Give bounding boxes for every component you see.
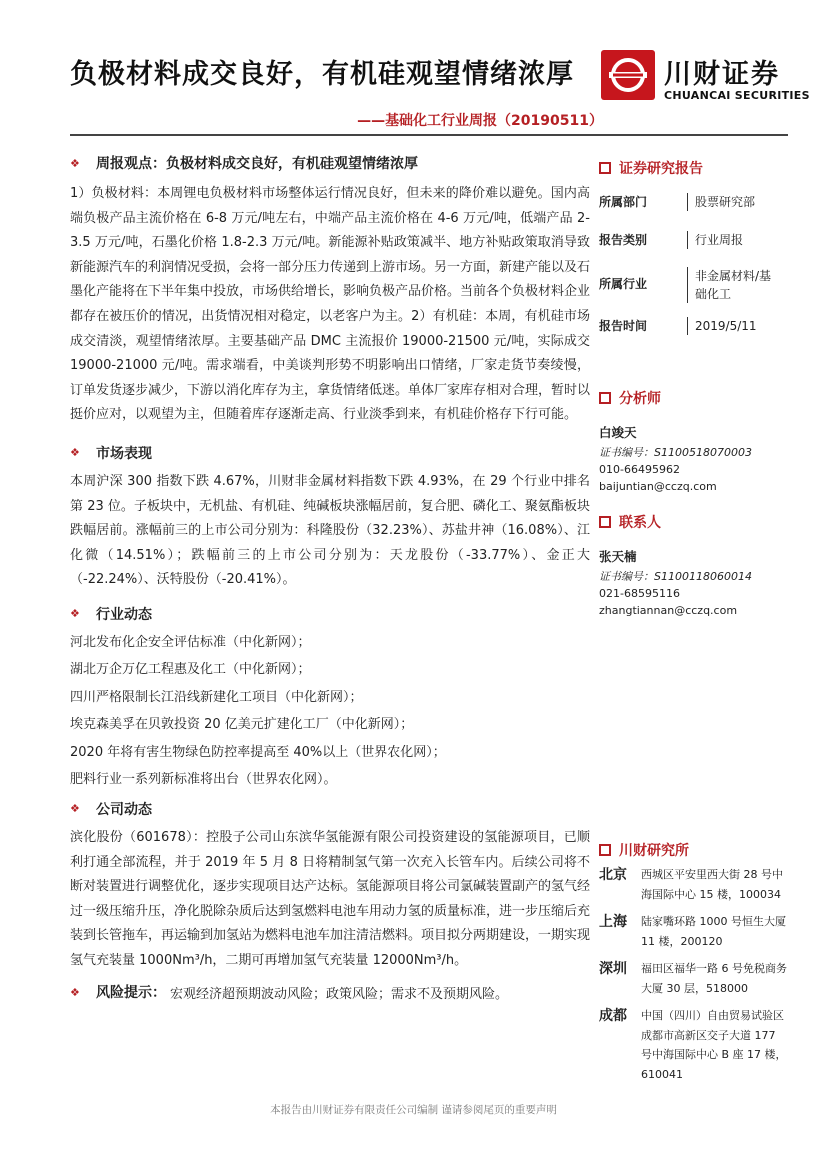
logo-text-cn: 川财证券	[664, 59, 780, 90]
square-bullet-icon	[599, 392, 611, 404]
info-key: 所属行业	[599, 277, 648, 291]
square-bullet-icon	[599, 516, 611, 528]
section-title: 市场表现	[96, 445, 152, 462]
section-title: 行业动态	[96, 606, 152, 623]
list-item: 四川严格限制长江沿线新建化工项目（中化新网）；	[70, 689, 363, 705]
section-risk-heading	[70, 979, 590, 1005]
info-value: 行业周报	[687, 231, 785, 249]
analyst-phone: 010-66495962	[599, 463, 680, 476]
list-item: 河北发布化企安全评估标准（中化新网）；	[70, 634, 311, 650]
info-row-category	[599, 231, 789, 249]
section-industry-heading	[70, 601, 590, 627]
address-text: 西城区平安里西大街 28 号中海国际中心 15 楼，100034	[641, 868, 783, 901]
info-value: 2019/5/11	[687, 317, 785, 335]
sidebar-heading-institute	[599, 837, 789, 863]
list-item: 肥料行业一系列新标准将出台（世界农化网）。	[70, 772, 337, 788]
diamond-bullet-icon: ❖	[70, 607, 80, 621]
industry-news-list	[70, 629, 590, 794]
section-market-heading	[70, 440, 590, 466]
sidebar-heading-contact	[599, 509, 789, 535]
diamond-bullet-icon: ❖	[70, 802, 80, 816]
chuancai-logo-icon	[601, 50, 655, 100]
sidebar-heading-text: 联系人	[619, 515, 661, 531]
list-item: 埃克森美孚在贝敦投资 20 亿美元扩建化工厂（中化新网）；	[70, 717, 414, 733]
contact-name: 张天楠	[599, 549, 637, 564]
contact-cert: 证书编号：S1100118060014	[599, 570, 752, 583]
risk-text: 宏观经济超预期波动风险；政策风险；需求不及预期风险。	[170, 986, 509, 1002]
address-text: 陆家嘴环路 1000 号恒生大厦 11 楼，200120	[641, 915, 786, 948]
sidebar-heading-text: 分析师	[619, 391, 661, 407]
section-title: 风险提示：	[96, 985, 166, 1002]
address-shenzhen	[599, 959, 789, 998]
square-bullet-icon	[599, 162, 611, 174]
weekly-view-paragraph: 1）负极材料：本周锂电负极材料市场整体运行情况良好，但未来的降价难以避免。国内高端负极产品主流价格在 6-8 万元/吨左右，中端产品主流价格在 4-6 万元/吨，低端产品 2-3.5 万元/吨，石墨化价格 1.8-2.3 万元/吨。新能源补贴政策减半、地方补贴政策取消导致新能源汽车的利润情况受损，会将一部分压力传递到上游市场。另一方面，新建产能以及石墨化产能将在下半年集中投放，市场供给增长，影响负极产品价格。当前各个负极材料企业都存在被压价的情况，出货情况相对稳定，以老客户为主。2）有机硅：本周，有机硅市场成交清淡，观望情绪浓厚。主要基础产品 DMC 主流报价 19000-21500 元/吨，实际成交 19000-21000 元/吨。需求端看，中美谈判形势不明影响出口情绪，厂家走货节奏绫慢，订单发货逐步减少，下游以消化库存为主，拿货情绪低迷。单体厂家库存相对合理，暂时以挺价应对，以观望为主，但随着库存逐渐走高、行业淡季到来，有机硅价格存下行可能。	[70, 186, 591, 423]
analyst-cert: 证书编号：S1100518070003	[599, 446, 752, 459]
market-paragraph: 本周沪深 300 指数下跌 4.67%，川财非金属材料指数下跌 4.93%，在 29 个行业中排名第 23 位。子板块中，无机盐、有机硅、纯碱板块涨幅居前，复合肥、磷化工、聚氨酯板块跌幅居前。涨幅前三的上市公司分别为：科隆股份（32.23%）、苏盐井神（16.08%）、江化微（14.51%）；跌幅前三的上市公司分别为：天龙股份（-33.77%）、金正大（-22.24%）、沃特股份（-20.41%）。	[70, 473, 590, 588]
report-title: 负极材料成交良好，有机硅观望情绪浓厚	[70, 59, 574, 90]
sidebar-heading-report	[599, 155, 789, 181]
report-subtitle: ——基础化工行业周报（20190511）	[357, 113, 603, 129]
info-key: 报告时间	[599, 319, 648, 333]
sidebar	[599, 155, 789, 1084]
main-content	[70, 146, 590, 1005]
address-chengdu	[599, 1006, 789, 1084]
company-paragraph: 滨化股份（601678）：控股子公司山东滨华氢能源有限公司投资建设的氢能源项目，已顺利打通全部流程，并于 2019 年 5 月 8 日将精制氢气第一次充入长管车内。后续公司将不断对装置进行调整优化，逐步实现项目达产达标。氢能源项目将公司氯碱装置副产的氢气经过一级压缩升压，净化脱除杂质后达到氢燃料电池车用动力氢的质量标准，进一步压缩后充装到长管拖车，再运输到加氢站为燃料电池车加注清洁燃料。项目拟分两期建设，一期实现氢气充装量 1000Nm³/h，二期可再增加氢气充装量 12000Nm³/h。	[70, 829, 591, 968]
section-weekly-view-heading	[70, 150, 590, 176]
analyst-name: 白竣天	[599, 425, 637, 440]
diamond-bullet-icon: ❖	[70, 156, 80, 170]
info-key: 所属部门	[599, 195, 648, 209]
section-title: 周报观点：负极材料成交良好，有机硅观望情绪浓厚	[96, 156, 418, 172]
address-shanghai	[599, 912, 789, 951]
diamond-bullet-icon: ❖	[70, 985, 80, 999]
address-city: 上海	[599, 914, 627, 930]
info-row-industry	[599, 267, 789, 303]
address-city: 深圳	[599, 961, 627, 977]
address-city: 北京	[599, 867, 627, 883]
list-item: 2020 年将有害生物绿色防控率提高至 40%以上（世界农化网）；	[70, 744, 446, 760]
header-divider	[70, 134, 788, 136]
analyst-email[interactable]: baijuntian@cczq.com	[599, 480, 717, 493]
info-row-department	[599, 193, 789, 211]
address-beijing	[599, 865, 789, 904]
section-title: 公司动态	[96, 801, 152, 818]
section-company-heading	[70, 796, 590, 822]
footer-disclaimer: 本报告由川财证券有限责任公司编制 谨请参阅尾页的重要声明	[270, 1104, 557, 1116]
square-bullet-icon	[599, 844, 611, 856]
address-city: 成都	[599, 1008, 627, 1024]
info-row-date	[599, 317, 789, 335]
sidebar-heading-text: 川财研究所	[619, 843, 689, 859]
address-text: 福田区福华一路 6 号免税商务大厦 30 层，518000	[641, 962, 787, 995]
contact-phone: 021-68595116	[599, 587, 680, 600]
contact-email[interactable]: zhangtiannan@cczq.com	[599, 604, 738, 617]
sidebar-heading-text: 证券研究报告	[619, 161, 703, 177]
logo-text-en: CHUANCAI SECURITIES	[664, 89, 810, 102]
diamond-bullet-icon: ❖	[70, 446, 80, 460]
address-text: 中国（四川）自由贸易试验区成都市高新区交子大道 177 号中海国际中心 B 座 17 楼，610041	[641, 1009, 787, 1081]
sidebar-heading-analyst	[599, 385, 789, 411]
info-value: 非金属材料/基础化工	[687, 267, 773, 303]
list-item: 湖北万企万亿工程惠及化工（中化新网）；	[70, 662, 311, 678]
info-key: 报告类别	[599, 233, 648, 247]
info-value: 股票研究部	[687, 193, 785, 211]
